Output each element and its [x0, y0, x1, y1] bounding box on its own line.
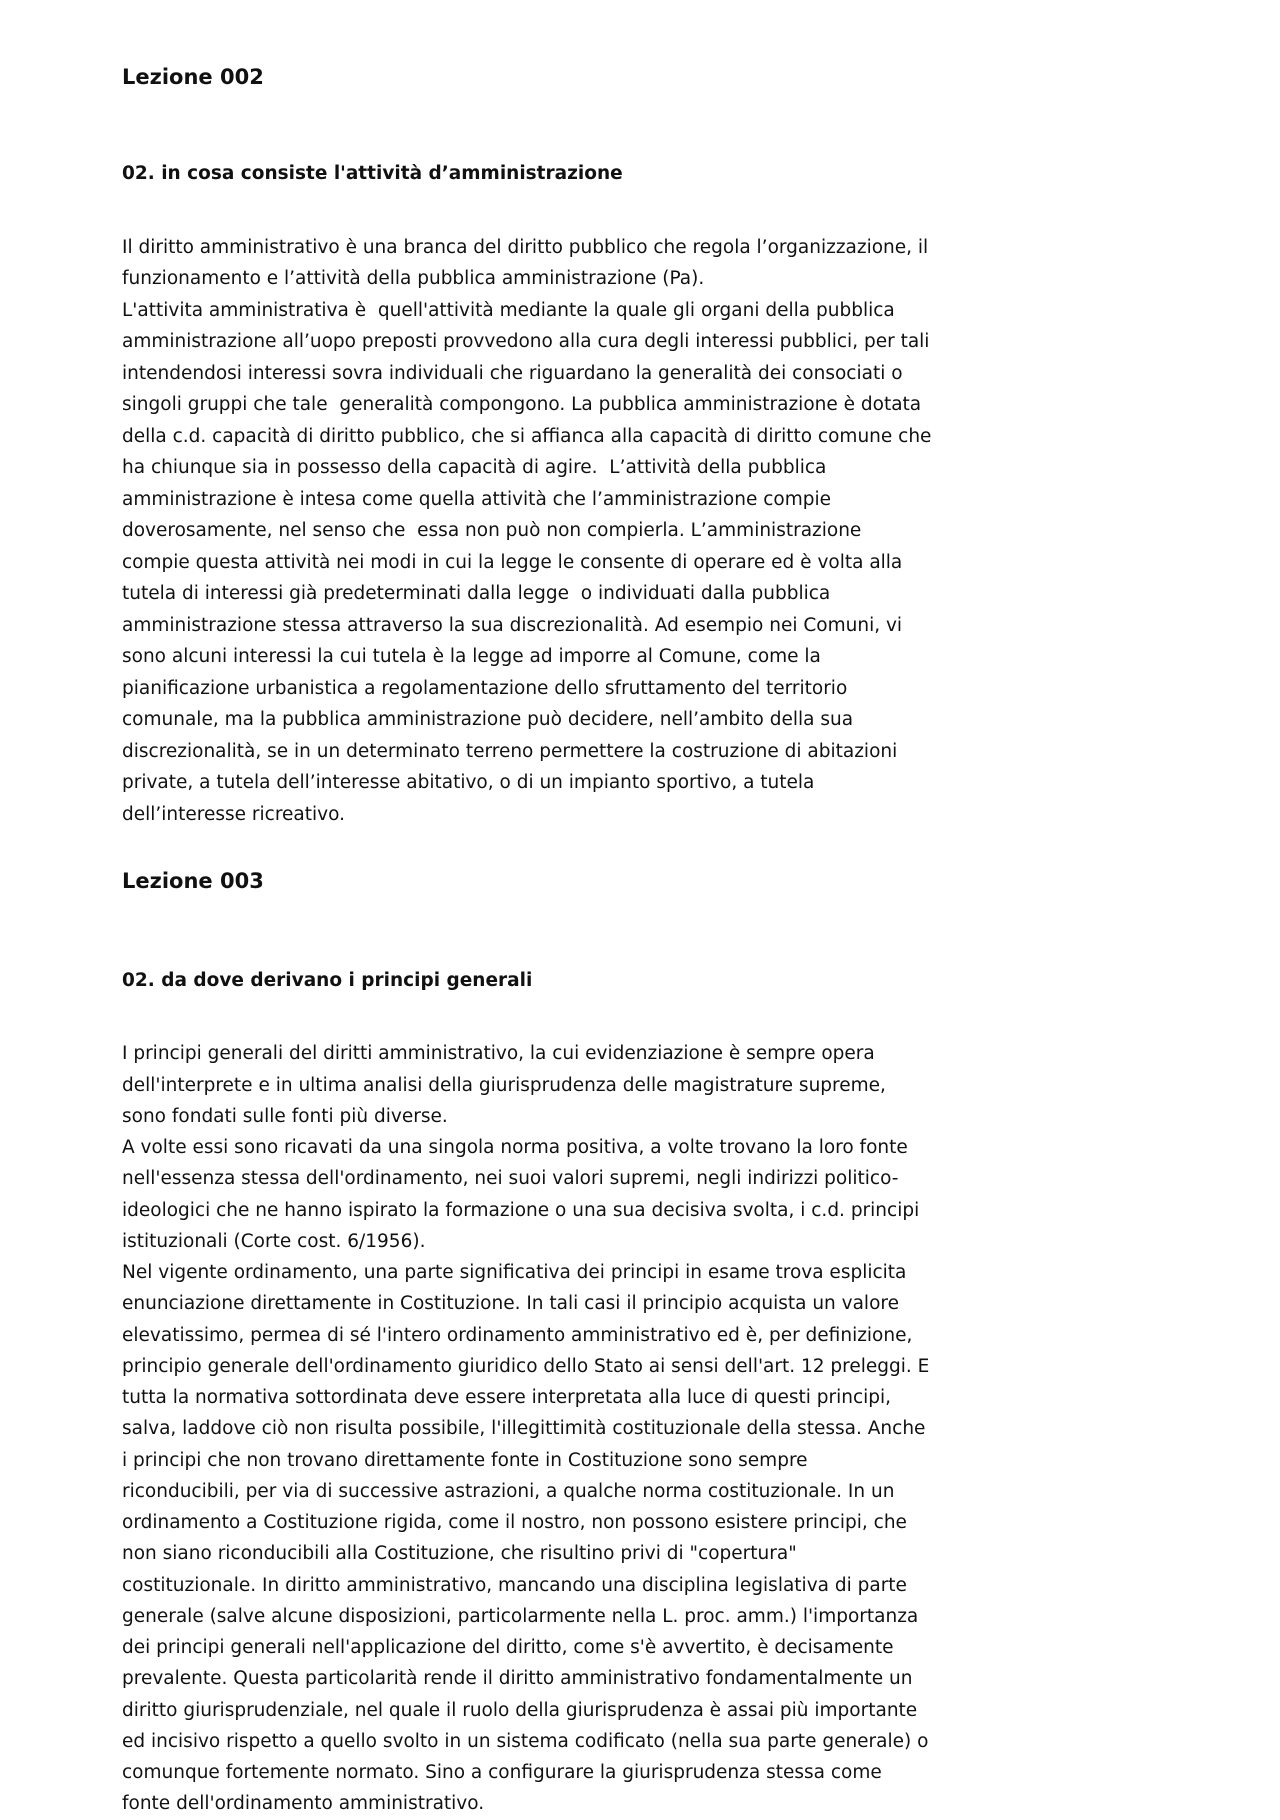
text-line: i principi che non trovano direttamente fonte in Costituzione sono sempre	[122, 1449, 808, 1471]
text-line: costituzionale. In diritto amministrativo, mancando una disciplina legislativa di parte	[122, 1574, 907, 1596]
text-line: funzionamento e l’attività della pubblica amministrazione (Pa).	[122, 268, 705, 289]
text-line: non siano riconducibili alla Costituzione, che risultino privi di "copertura"	[122, 1543, 797, 1565]
text-line: L'attivita amministrativa è quell'attività mediante la quale gli organi della pubblica	[122, 299, 895, 321]
section-title: 02. in cosa consiste l'attività d’amministrazione	[122, 163, 623, 184]
text-line: singoli gruppi che tale generalità compongono. La pubblica amministrazione è dotata	[122, 394, 922, 415]
text-line: Il diritto amministrativo è una branca del diritto pubblico che regola l’organizzazione, il	[122, 236, 929, 258]
text-line: nell'essenza stessa dell'ordinamento, nei suoi valori supremi, negli indirizzi politico-	[122, 1168, 899, 1190]
text-line: principio generale dell'ordinamento giuridico dello Stato ai sensi dell'art. 12 preleggi. E	[122, 1355, 930, 1377]
text-line: sono fondati sulle fonti più diverse.	[122, 1105, 448, 1127]
lesson-heading: Lezione 003	[122, 869, 264, 893]
text-line: ordinamento a Costituzione rigida, come il nostro, non possono esistere principi, che	[122, 1512, 907, 1533]
text-line: riconducibili, per via di successive astrazioni, a qualche norma costituzionale. In un	[122, 1480, 895, 1502]
text-line: pianificazione urbanistica a regolamentazione dello sfruttamento del territorio	[122, 677, 848, 699]
text-line: dell'interprete e in ultima analisi della giurisprudenza delle magistrature supreme,	[122, 1074, 886, 1096]
text-line: sono alcuni interessi la cui tutela è la legge ad imporre al Comune, come la	[122, 646, 821, 667]
text-line: elevatissimo, permea di sé l'intero ordinamento amministrativo ed è, per definizione,	[122, 1324, 913, 1346]
text-line: comunale, ma la pubblica amministrazione può decidere, nell’ambito della sua	[122, 709, 854, 730]
text-line: doverosamente, nel senso che essa non può non compierla. L’amministrazione	[122, 520, 862, 541]
text-line: ha chiunque sia in possesso della capacità di agire. L’attività della pubblica	[122, 457, 827, 478]
text-line: generale (salve alcune disposizioni, particolarmente nella L. proc. amm.) l'importanza	[122, 1605, 919, 1627]
text-line: amministrazione stessa attraverso la sua discrezionalità. Ad esempio nei Comuni, vi	[122, 614, 903, 636]
text-line: diritto giurisprudenziale, nel quale il ruolo della giurisprudenza è assai più importante	[122, 1699, 918, 1721]
text-line: prevalente. Questa particolarità rende il diritto amministrativo fondamentalmente un	[122, 1668, 913, 1690]
text-line: dei principi generali nell'applicazione del diritto, come s'è avvertito, è decisamente	[122, 1637, 894, 1658]
section-title: 02. da dove derivano i principi generali	[122, 970, 533, 991]
text-line: tutta la normativa sottordinata deve essere interpretata alla luce di questi principi,	[122, 1387, 892, 1408]
text-line: salva, laddove ciò non risulta possibile, l'illegittimità costituzionale della stessa. Anche	[122, 1418, 926, 1440]
text-line: fonte dell'ordinamento amministrativo.	[122, 1793, 485, 1815]
text-line: discrezionalità, se in un determinato terreno permettere la costruzione di abitazioni	[122, 740, 898, 762]
lesson-heading: Lezione 002	[122, 65, 264, 89]
text-line: compie questa attività nei modi in cui la legge le consente di operare ed è volta alla	[122, 551, 903, 573]
text-line: Nel vigente ordinamento, una parte significativa dei principi in esame trova esplicita	[122, 1262, 907, 1283]
text-line: enunciazione direttamente in Costituzione. In tali casi il principio acquista un valore	[122, 1293, 899, 1315]
text-line: I principi generali del diritti amministrativo, la cui evidenziazione è sempre opera	[122, 1043, 875, 1065]
section-block	[122, 923, 1280, 1820]
text-line: ideologici che ne hanno ispirato la formazione o una sua decisiva svolta, i c.d. principi	[122, 1199, 920, 1221]
text-line: dell’interesse ricreativo.	[122, 803, 345, 825]
text-line: della c.d. capacità di diritto pubblico, che si affianca alla capacità di diritto comune che	[122, 425, 932, 447]
section-block	[122, 116, 1280, 830]
text-line: tutela di interessi già predeterminati dalla legge o individuati dalla pubblica	[122, 583, 831, 604]
text-line: A volte essi sono ricavati da una singola norma positiva, a volte trovano la loro fonte	[122, 1137, 908, 1158]
text-line: amministrazione all’uopo preposti provvedono alla cura degli interessi pubblici, per tali	[122, 331, 930, 352]
text-line: intendendosi interessi sovra individuali che riguardano la generalità dei consociati o	[122, 362, 903, 384]
text-line: comunque fortemente normato. Sino a configurare la giurisprudenza stessa come	[122, 1762, 882, 1783]
text-line: ed incisivo rispetto a quello svolto in un sistema codificato (nella sua parte generale) o	[122, 1730, 929, 1752]
text-line: private, a tutela dell’interesse abitativo, o di un impianto sportivo, a tutela	[122, 772, 815, 793]
text-line: istituzionali (Corte cost. 6/1956).	[122, 1230, 426, 1252]
text-line: amministrazione è intesa come quella attività che l’amministrazione compie	[122, 488, 831, 510]
